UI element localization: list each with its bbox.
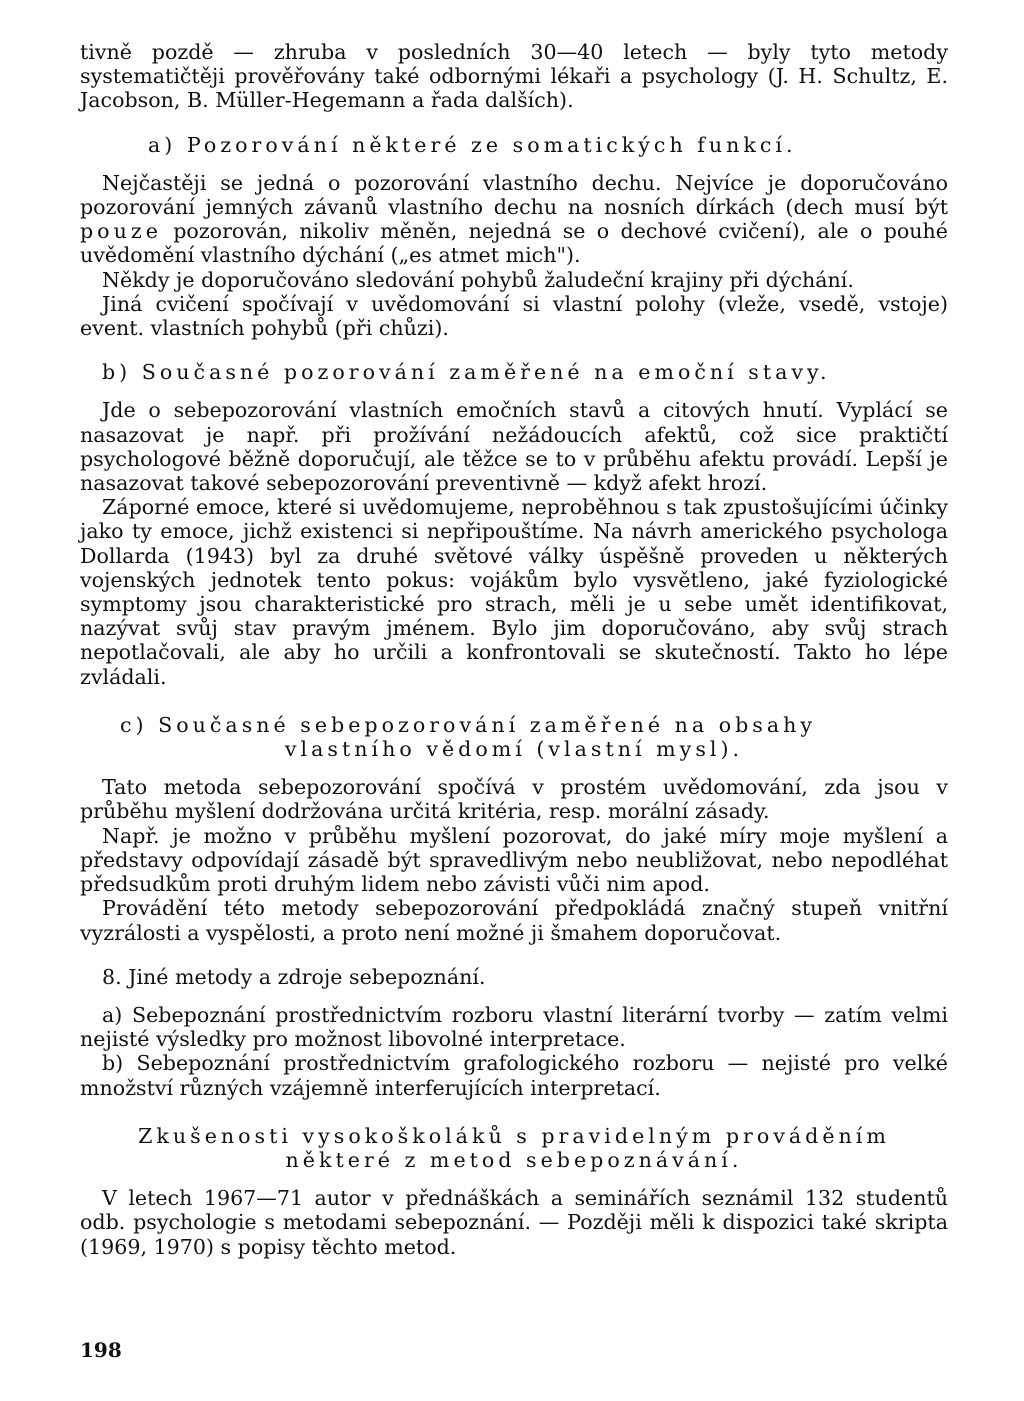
section-b-paragraph-1: Jde o sebepozorování vlastních emočních stavů a citových hnutí. Vyplácí se nasazovat je např. při prožívání nežádoucích afektů, což sice praktičtí psychologové běžně doporučují, ale těžce se to v průběhu afektu provádí. Lepší je nasazovat takové sebepozorování preventivně — když afekt hrozí. xyxy=(80,398,948,496)
experience-heading-line-2: některé z metod sebepoznávání. xyxy=(285,1147,743,1172)
document-page xyxy=(80,40,948,1259)
page-number: 198 xyxy=(80,1338,122,1362)
section-8-heading: 8. Jiné metody a zdroje sebepoznání. xyxy=(102,964,486,989)
section-c-heading-line-1: c) Současné sebepozorování zaměřené na obsahy xyxy=(120,712,817,737)
section-c-paragraph-3: Provádění této metody sebepozorování předpokládá značný stupeň vnitřní vyzrálosti a vyspělosti, a proto není možné ji šmahem doporučovat. xyxy=(80,896,948,945)
section-b-heading: b) Současné pozorování zaměřené na emoční stavy. xyxy=(102,360,831,385)
section-a-p1-emphasis: pouze xyxy=(80,219,162,244)
section-a-paragraph-2: Někdy je doporučováno sledování pohybů žaludeční krajiny při dýchání. xyxy=(102,267,854,292)
intro-paragraph: tivně pozdě — zhruba v posledních 30—40 letech — byly tyto metody systematičtěji prověřovány také odbornými lékaři a psychology (J. H. Schultz, E. Jacobson, B. Müller-Hegemann a řada dalších). xyxy=(80,40,948,113)
section-a-p1-text: Nejčastěji se jedná o pozorování vlastního dechu. Nejvíce je doporučováno pozorování jemných závanů vlastního dechu na nosních dírkách (dech musí být xyxy=(80,170,948,220)
experience-heading-line-1: Zkušenosti vysokoškoláků s pravidelným prováděním xyxy=(138,1123,890,1148)
section-8-item-b: b) Sebepoznání prostřednictvím grafologického rozboru — nejisté pro velké množství různých vzájemně interferujících interpretací. xyxy=(80,1051,948,1100)
section-c-paragraph-1: Tato metoda sebepozorování spočívá v prostém uvědomování, zda jsou v průběhu myšlení dodržována určitá kritéria, resp. morální zásady. xyxy=(80,775,948,824)
section-a-heading: a) Pozorování některé ze somatických funkcí. xyxy=(148,132,797,157)
section-b-paragraph-2: Záporné emoce, které si uvědomujeme, neproběhnou s tak zpustošujícími účinky jako ty emoce, jichž existenci si nepřipouštíme. Na návrh amerického psychologa Dollarda (1943) byl za druhé světové války úspěšně proveden u některých vojenských jednotek tento pokus: vojákům bylo vysvětleno, jaké fyziologické symptomy jsou charakteristické pro strach, měli je u sebe umět identifikovat, nazývat svůj stav pravým jménem. Bylo jim doporučováno, aby svůj strach nepotlačovali, ale aby ho určili a konfrontovali se skutečností. Takto ho lépe zvládali. xyxy=(80,495,948,689)
section-a-paragraph-1 xyxy=(80,171,948,268)
experience-paragraph: V letech 1967—71 autor v přednáškách a seminářích seznámil 132 studentů odb. psychologie s metodami sebepoznání. — Později měli k dispozici také skripta (1969, 1970) s popisy těchto metod. xyxy=(80,1186,948,1259)
section-c-heading-line-2: vlastního vědomí (vlastní mysl). xyxy=(284,737,744,762)
section-a-paragraph-3: Jiná cvičení spočívají v uvědomování si vlastní polohy (vleže, vsedě, vstoje) event. vlastních pohybů (při chůzi). xyxy=(80,291,948,341)
section-a-p1-rest: pozorován, nikoliv měněn, nejedná se o dechové cvičení), ale o pouhé uvědomění vlastního dýchání („es atmet mich"). xyxy=(80,219,948,268)
section-8-item-a: a) Sebepoznání prostřednictvím rozboru vlastní literární tvorby — zatím velmi nejisté výsledky pro možnost libovolné interpretace. xyxy=(80,1002,948,1052)
section-c-paragraph-2: Např. je možno v průběhu myšlení pozorovat, do jaké míry moje myšlení a představy odpovídají zásadě být spravedlivým nebo neubližovat, nebo nepodléhat předsudkům proti druhým lidem nebo závisti vůči nim apod. xyxy=(80,823,948,897)
